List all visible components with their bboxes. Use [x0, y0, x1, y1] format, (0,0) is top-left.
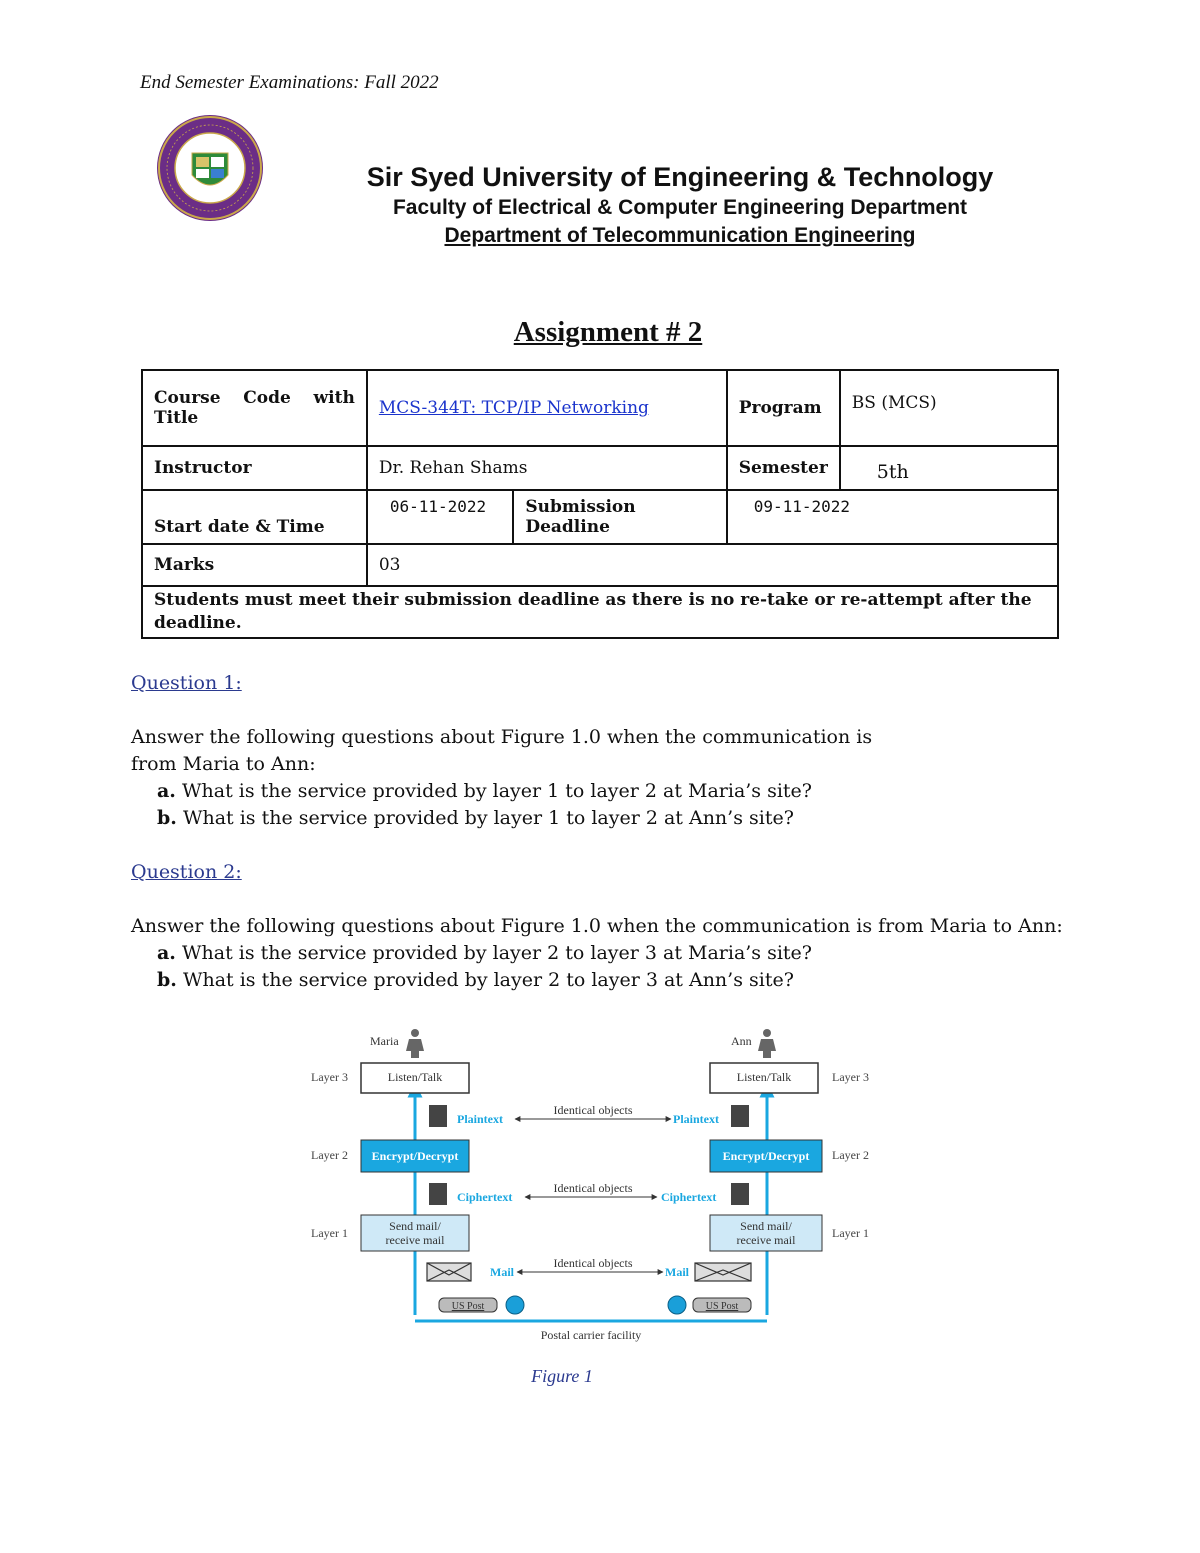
- part-b-marker: b.: [157, 807, 177, 829]
- question-1-part-b: [131, 805, 872, 832]
- ann-ciphertext-doc-icon: [731, 1183, 749, 1205]
- left-layer1-label: Layer 1: [311, 1226, 348, 1240]
- maria-ciphertext-doc-icon: [429, 1183, 447, 1205]
- maria-sendmail-line2: receive mail: [385, 1233, 445, 1247]
- department-name: Department of Telecommunication Engineering: [444, 224, 916, 247]
- question-2: [131, 859, 1063, 994]
- part-a-text: What is the service provided by layer 2 to layer 3 at Maria’s site?: [175, 942, 812, 964]
- right-layer3-label: Layer 3: [832, 1070, 869, 1084]
- assignment-info-table: [141, 369, 1059, 639]
- question-1-intro-line2: from Maria to Ann:: [131, 753, 316, 775]
- identical-objects-middle: Identical objects: [553, 1181, 633, 1195]
- course-value: [367, 370, 727, 446]
- right-layer2-label: Layer 2: [832, 1148, 869, 1162]
- deadline-label: Submission Deadline: [513, 490, 726, 544]
- course-link[interactable]: MCS-344T: TCP/IP Networking: [378, 398, 649, 418]
- assignment-title: Assignment # 2: [513, 316, 703, 348]
- university-seal-logo: [155, 113, 265, 223]
- postal-carrier-label: Postal carrier facility: [540, 1328, 642, 1342]
- faculty-name: Faculty of Electrical & Computer Engineering Department: [392, 196, 968, 219]
- left-layer2-label: Layer 2: [311, 1148, 348, 1162]
- deadline-value: 09-11-2022: [727, 490, 1058, 544]
- ann-envelope-icon: [695, 1263, 751, 1281]
- ann-sendmail-line1: Send mail/: [740, 1219, 792, 1233]
- maria-sendmail-line1: Send mail/: [389, 1219, 441, 1233]
- part-b-text: What is the service provided by layer 2 to layer 3 at Ann’s site?: [176, 969, 794, 991]
- question-1-heading: Question 1:: [131, 672, 242, 694]
- part-a-text: What is the service provided by layer 1 to layer 2 at Maria’s site?: [175, 780, 812, 802]
- layered-communication-diagram: [305, 1025, 885, 1345]
- exam-header: End Semester Examinations: Fall 2022: [140, 72, 439, 93]
- maria-envelope-icon: [427, 1263, 471, 1281]
- maria-plaintext-doc-icon: [429, 1105, 447, 1127]
- semester-label: Semester: [727, 446, 840, 490]
- semester-value: 5th: [840, 446, 1058, 490]
- question-2-part-b: [131, 967, 1063, 994]
- maria-person-icon: [406, 1029, 424, 1058]
- question-1: [131, 670, 872, 832]
- instructor-label: Instructor: [142, 446, 367, 490]
- ann-sendmail-line2: receive mail: [736, 1233, 796, 1247]
- maria-encrypt-text: Encrypt/Decrypt: [371, 1149, 459, 1163]
- instructor-value: Dr. Rehan Shams: [367, 446, 727, 490]
- start-date-value: 06-11-2022: [367, 490, 513, 544]
- ann-us-post-label: US Post: [705, 1301, 739, 1312]
- program-label: Program: [727, 370, 840, 446]
- figure-caption: Figure 1: [531, 1366, 593, 1386]
- maria-listen-text: Listen/Talk: [387, 1070, 443, 1084]
- right-layer1-label: Layer 1: [832, 1226, 869, 1240]
- question-1-intro-line1: Answer the following questions about Figure 1.0 when the communication is: [131, 726, 873, 748]
- program-value: BS (MCS): [840, 370, 1058, 446]
- deadline-notice: Students must meet their submission deadline as there is no re-take or re-attempt after the deadline.: [142, 586, 1058, 638]
- institution-block: [300, 160, 1060, 250]
- course-label: Course Code with Title: [142, 370, 367, 446]
- marks-label: Marks: [142, 544, 367, 586]
- question-1-part-a: [131, 778, 872, 805]
- question-2-part-a: [131, 940, 1063, 967]
- part-b-marker: b.: [157, 969, 177, 991]
- maria-mail-label: Mail: [490, 1265, 514, 1279]
- identical-objects-bottom: Identical objects: [553, 1256, 633, 1270]
- ann-person-icon: [758, 1029, 776, 1058]
- ann-label: Ann: [731, 1034, 752, 1048]
- university-name: Sir Syed University of Engineering & Technology: [366, 162, 994, 192]
- part-a-marker: a.: [157, 942, 176, 964]
- ann-plaintext-doc-icon: [731, 1105, 749, 1127]
- maria-plaintext-label: Plaintext: [457, 1112, 503, 1126]
- part-a-marker: a.: [157, 780, 176, 802]
- maria-us-post-label: US Post: [451, 1301, 485, 1312]
- ann-encrypt-text: Encrypt/Decrypt: [722, 1149, 810, 1163]
- question-2-intro: Answer the following questions about Figure 1.0 when the communication is from Maria to Ann:: [131, 915, 1063, 937]
- question-2-heading: Question 2:: [131, 861, 242, 883]
- maria-ciphertext-label: Ciphertext: [457, 1190, 513, 1204]
- ann-listen-text: Listen/Talk: [736, 1070, 792, 1084]
- maria-label: Maria: [370, 1034, 399, 1048]
- marks-value: 03: [367, 544, 1058, 586]
- part-b-text: What is the service provided by layer 1 to layer 2 at Ann’s site?: [176, 807, 794, 829]
- ann-plaintext-label: Plaintext: [673, 1112, 719, 1126]
- identical-objects-top: Identical objects: [553, 1103, 633, 1117]
- start-date-label: Start date & Time: [142, 490, 367, 544]
- left-layer3-label: Layer 3: [311, 1070, 348, 1084]
- ann-ciphertext-label: Ciphertext: [661, 1190, 717, 1204]
- ann-mail-label: Mail: [665, 1265, 689, 1279]
